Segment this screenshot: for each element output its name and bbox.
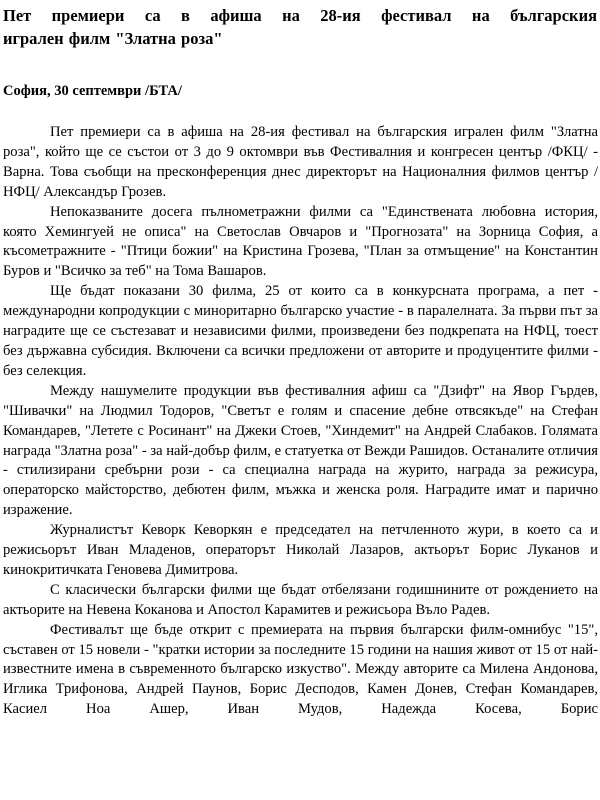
paragraph: Ще бъдат показани 30 филма, 25 от които са в конкурсната програма, а пет - международни копродукции с миноритарно българско участие - в паралелната. За първи път за наградите ще се състезават и независими филми, произведени без подкрепата на НФЦ, тоест без държавна субсидия. Включени са всички предложени от авторите и продуцентите филми - без селекция. <box>3 283 598 379</box>
paragraph: Непоказваните досега пълнометражни филми са "Единствената любовна история, която Хемингуей не описа" на Светослав Овчаров и "Прогнозата" на Зорница София, а късометражните - "Птици божии" на Кристина Грозева, "План за отмъщение" на Константин Буров и "Всичко за теб" на Тома Вашаров. <box>3 203 598 280</box>
paragraph: Фестивалът ще бъде открит с премиерата на първия български филм-омнибус "15", съставен от 15 новели - "кратки истории за последните 15 години на нашия живот от 15 от най-известните имена в съвременното българско изкуство". Между авторите са Милена Андонова, Иглика Трифонова, Андрей Паунов, Борис Десподов, Камен Донев, Стефан Командарев, Касиел Ноа Ашер, Иван Мудов, Надежда Косева, Борис <box>3 621 598 718</box>
dateline: София, 30 септември /БТА/ <box>3 83 182 99</box>
dateline-spacer <box>3 101 598 123</box>
headline-spacer <box>3 50 598 82</box>
page-title <box>3 4 598 50</box>
paragraph: Журналистът Кеворк Кеворкян е председател на петчленното жури, в което са и режисьорът Иван Младенов, операторът Николай Лазаров, актьорът Борис Луканов и кинокритичката Геновева Димитрова. <box>3 522 598 578</box>
paragraph: Между нашумелите продукции във фестивалния афиш са "Дзифт" на Явор Гърдев, "Шивачки" на Людмил Тодоров, "Светът е голям и спасение дебне отвсякъде" на Стефан Командарев, "Летете с Росинант" на Джеки Стоев, "Хиндемит" на Андрей Слабаков. Голямата награда "Златна роза" - за най-добър филм, е статуетка от Вежди Рашидов. Останалите отличия - стилизирани сребърни рози - са специална награда на журито, награда за режисура, операторско майсторство, дебютен филм, мъжка и женска роля. Наградите имат и парично изражение. <box>3 382 598 519</box>
paragraph: С класически български филми ще бъдат отбелязани годишнините от рождението на актьорите на Невена Коканова и Апостол Карамитев и режисьора Въло Радев. <box>3 581 598 618</box>
paragraph: Пет премиери са в афиша на 28-ия фестивал на българския игрален филм "Златна роза", който ще се състои от 3 до 9 октомври във Фестивалния и конгресен център /ФКЦ/ - Варна. Това съобщи на пресконференция днес директорът на Националния филмов център /НФЦ/ Александър Грозев. <box>3 124 598 200</box>
headline-line-2: игрален филм "Златна роза" <box>3 29 223 48</box>
headline-line-1: Пет премиери са в афиша на 28-ия фестивал на българския <box>3 6 597 25</box>
article-body <box>3 123 598 720</box>
